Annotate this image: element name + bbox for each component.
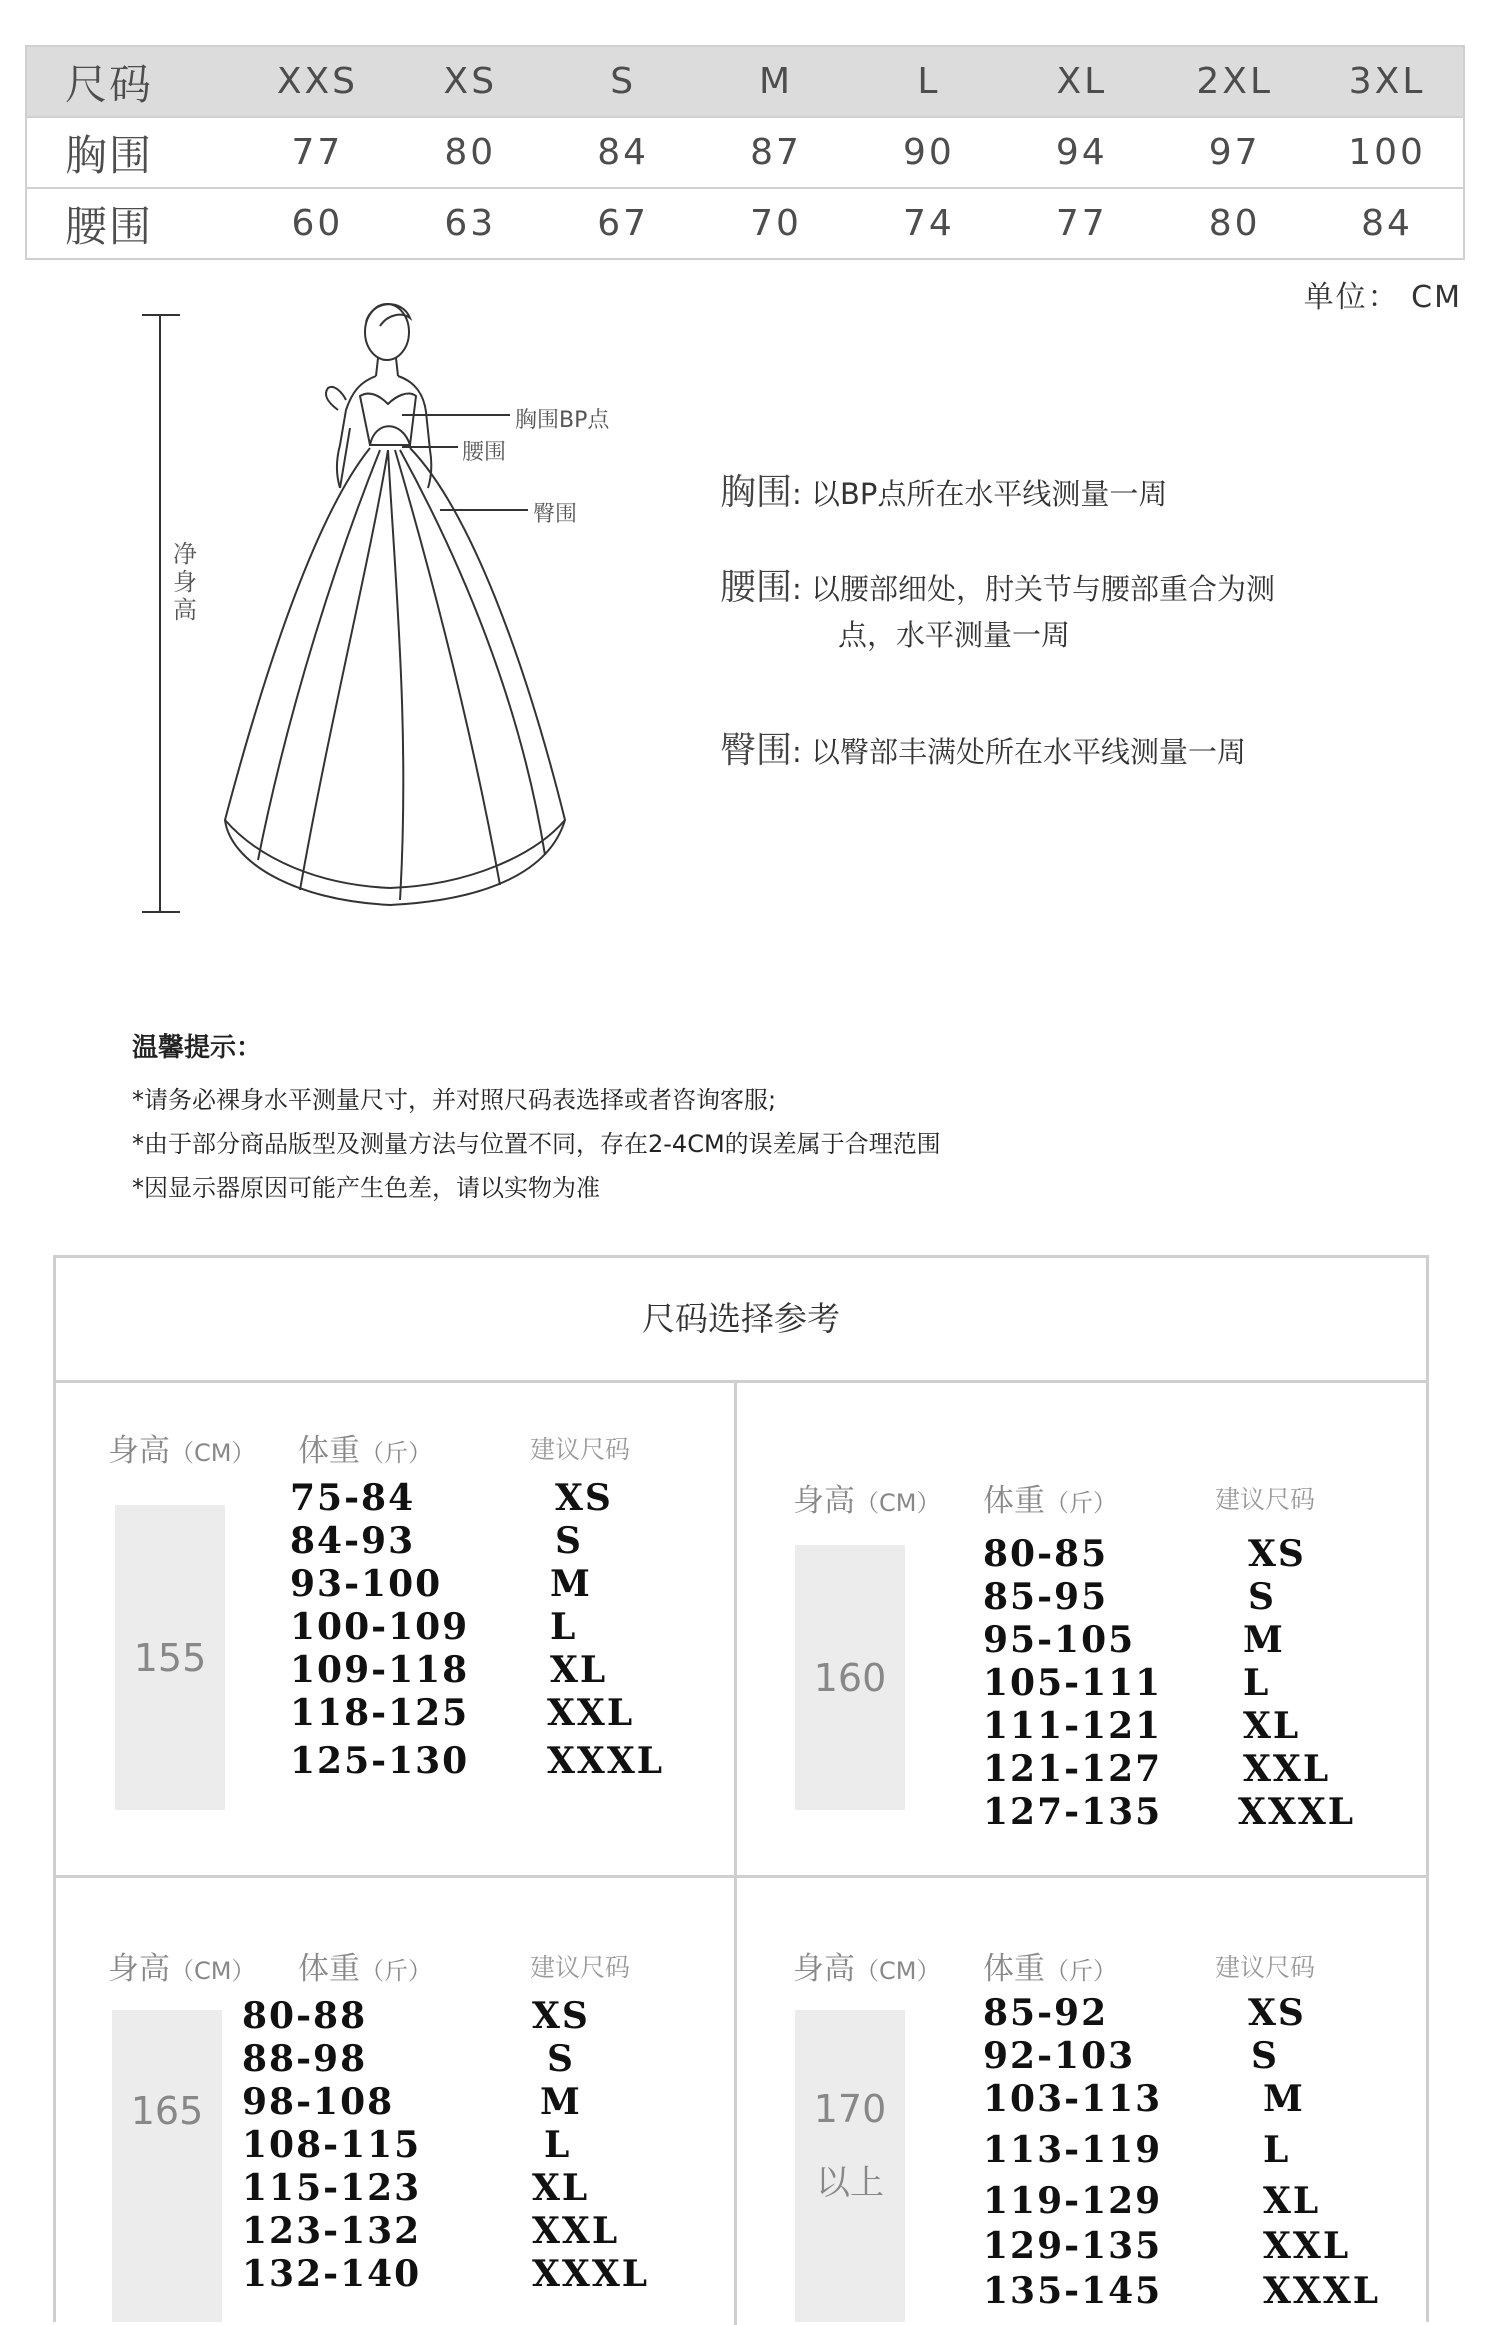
definition-colon: : — [792, 735, 802, 769]
definition-text: 以腰部细处，肘关节与腰部重合为测 — [811, 572, 1276, 606]
list-item — [983, 1533, 1403, 1576]
row-label: 腰围 — [26, 188, 241, 259]
definition-bust — [720, 470, 1400, 517]
table-cell: 94 — [1005, 117, 1158, 188]
table-cell: 77 — [1005, 188, 1158, 259]
unit-label: 单位： CM — [1303, 280, 1462, 315]
height-value-suffix: 以上 — [816, 2163, 884, 2203]
weight-range: 98-108 — [242, 2081, 395, 2123]
weight-range: 103-113 — [983, 2078, 1163, 2120]
definition-text: 以BP点所在水平线测量一周 — [811, 477, 1168, 511]
table-cell: 74 — [853, 188, 1006, 259]
weight-range: 100-109 — [290, 1606, 470, 1648]
table-cell: 87 — [700, 117, 853, 188]
list-item — [983, 1576, 1403, 1619]
header-text: 体重 — [983, 1951, 1045, 1987]
suggested-size: XL — [532, 2167, 590, 2209]
suggested-size: XL — [1263, 2180, 1321, 2222]
definition-term: 臀围 — [720, 730, 793, 771]
weight-range: 135-145 — [983, 2270, 1163, 2312]
table-cell: 90 — [853, 117, 1006, 188]
definition-term: 腰围 — [720, 567, 793, 608]
list-item — [983, 2270, 1403, 2313]
header-text: （CM） — [855, 1957, 941, 1985]
weight-range: 115-123 — [242, 2167, 422, 2209]
list-item — [983, 1992, 1403, 2035]
header-text: 身高 — [108, 1433, 170, 1469]
list-item — [242, 2210, 662, 2253]
list-item — [983, 2180, 1403, 2223]
height-box — [795, 2010, 905, 2322]
suggested-size: XL — [550, 1649, 608, 1691]
suggested-size: S — [547, 2038, 575, 2080]
vertical-divider — [734, 1380, 737, 2325]
list-item — [242, 2253, 662, 2296]
height-value: 155 — [133, 1635, 207, 1680]
definition-colon: : — [792, 572, 802, 606]
weight-range: 123-132 — [242, 2210, 422, 2252]
list-item — [983, 1662, 1403, 1705]
suggested-size: M — [540, 2081, 582, 2123]
suggested-size: XS — [555, 1477, 613, 1519]
weight-size-rows — [242, 1995, 662, 2296]
table-cell: 84 — [547, 117, 700, 188]
suggested-size: XXXL — [547, 1740, 665, 1782]
weight-range: 88-98 — [242, 2038, 368, 2080]
callout-bust: 胸围BP点 — [515, 408, 610, 433]
weight-range: 85-92 — [983, 1992, 1109, 2034]
list-item — [242, 2038, 662, 2081]
definition-text: 以臀部丰满处所在水平线测量一周 — [811, 735, 1247, 769]
weight-range: 108-115 — [242, 2124, 422, 2166]
table-row — [26, 117, 1464, 188]
suggested-size: M — [1243, 1619, 1285, 1661]
header-text: （斤） — [1045, 1957, 1117, 1985]
weight-size-rows — [290, 1477, 690, 1783]
suggested-size: XXL — [532, 2210, 620, 2252]
size-table-header-row — [26, 46, 1464, 117]
col-size-header: 建议尺码 — [1215, 1953, 1316, 1982]
col-weight-header — [298, 1943, 432, 1988]
tip-item: *因显示器原因可能产生色差，请以实物为准 — [132, 1174, 600, 1202]
header-cell: M — [700, 46, 853, 117]
header-text: （CM） — [170, 1439, 256, 1467]
table-cell: 100 — [1311, 117, 1464, 188]
definition-hip — [720, 728, 1400, 775]
reference-title: 尺码选择参考 — [56, 1258, 1426, 1383]
definition-text-cont: 点，水平测量一周 — [838, 618, 1071, 652]
list-item — [983, 1748, 1403, 1791]
height-value: 170 — [813, 2087, 887, 2131]
suggested-size: S — [555, 1520, 583, 1562]
header-text: （斤） — [1045, 1489, 1117, 1517]
table-cell: 60 — [241, 188, 394, 259]
weight-range: 127-135 — [983, 1791, 1163, 1833]
list-item — [290, 1477, 690, 1520]
tips-section — [132, 1027, 941, 1210]
weight-range: 85-95 — [983, 1576, 1109, 1618]
height-value: 165 — [130, 2089, 204, 2133]
list-item — [983, 1705, 1403, 1748]
height-box — [115, 1505, 225, 1810]
horizontal-divider — [56, 1875, 1426, 1878]
weight-range: 84-93 — [290, 1520, 416, 1562]
header-text: （斤） — [360, 1957, 432, 1985]
suggested-size: XXXL — [1263, 2270, 1381, 2312]
suggested-size: XS — [1248, 1533, 1306, 1575]
list-item — [242, 2081, 662, 2124]
height-value: 160 — [813, 1655, 887, 1700]
weight-range: 129-135 — [983, 2225, 1163, 2267]
suggested-size: XL — [1243, 1705, 1301, 1747]
list-item — [242, 1995, 662, 2038]
table-cell: 67 — [547, 188, 700, 259]
weight-size-rows — [983, 1992, 1403, 2313]
table-cell: 84 — [1311, 188, 1464, 259]
header-text: （CM） — [855, 1489, 941, 1517]
height-box — [795, 1545, 905, 1810]
list-item — [290, 1520, 690, 1563]
header-cell: 3XL — [1311, 46, 1464, 117]
suggested-size: M — [550, 1563, 592, 1605]
weight-range: 113-119 — [983, 2129, 1163, 2171]
header-text: （斤） — [360, 1439, 432, 1467]
list-item — [983, 2078, 1403, 2121]
weight-range: 80-85 — [983, 1533, 1109, 1575]
list-item — [290, 1649, 690, 1692]
list-item — [983, 2035, 1403, 2078]
weight-range: 121-127 — [983, 1748, 1163, 1790]
header-text: 体重 — [298, 1951, 360, 1987]
definition-colon: : — [792, 477, 802, 511]
header-cell: XS — [394, 46, 547, 117]
definition-term: 胸围 — [720, 472, 793, 513]
definition-waist — [720, 565, 1400, 658]
suggested-size: XXL — [547, 1692, 635, 1734]
suggested-size: S — [1248, 1576, 1276, 1618]
weight-range: 132-140 — [242, 2253, 422, 2295]
table-cell: 97 — [1158, 117, 1311, 188]
tips-title: 温馨提示： — [132, 1033, 263, 1063]
col-height-header — [108, 1425, 255, 1470]
suggested-size: XS — [1248, 1992, 1306, 2034]
col-weight-header — [983, 1475, 1117, 1520]
col-weight-header — [298, 1425, 432, 1470]
weight-range: 75-84 — [290, 1477, 416, 1519]
table-cell: 70 — [700, 188, 853, 259]
list-item — [290, 1563, 690, 1606]
header-cell: L — [853, 46, 1006, 117]
size-table — [25, 45, 1465, 260]
table-row — [26, 188, 1464, 259]
tip-item: *由于部分商品版型及测量方法与位置不同，存在2-4CM的误差属于合理范围 — [132, 1130, 941, 1158]
col-weight-header — [983, 1943, 1117, 1988]
col-size-header: 建议尺码 — [1215, 1485, 1316, 1514]
col-size-header: 建议尺码 — [530, 1435, 631, 1464]
suggested-size: L — [1243, 1662, 1271, 1704]
suggested-size: S — [1251, 2035, 1279, 2077]
suggested-size: XXL — [1243, 1748, 1331, 1790]
list-item — [983, 1791, 1403, 1834]
suggested-size: L — [544, 2124, 572, 2166]
list-item — [983, 2225, 1403, 2268]
table-cell: 77 — [241, 117, 394, 188]
height-label: 净身高 — [173, 540, 197, 624]
list-item — [983, 2129, 1403, 2172]
suggested-size: XXXL — [1238, 1791, 1356, 1833]
callout-hip: 臀围 — [533, 502, 578, 527]
table-cell: 80 — [394, 117, 547, 188]
weight-range: 125-130 — [290, 1740, 470, 1782]
weight-range: 118-125 — [290, 1692, 470, 1734]
header-text: 身高 — [793, 1483, 855, 1519]
table-cell: 63 — [394, 188, 547, 259]
suggested-size: M — [1263, 2078, 1305, 2120]
row-label: 胸围 — [26, 117, 241, 188]
header-cell: 2XL — [1158, 46, 1311, 117]
gown-sketch — [140, 300, 660, 930]
suggested-size: L — [550, 1606, 578, 1648]
header-text: 体重 — [983, 1483, 1045, 1519]
weight-range: 92-103 — [983, 2035, 1136, 2077]
list-item — [290, 1740, 690, 1783]
header-cell: S — [547, 46, 700, 117]
weight-range: 93-100 — [290, 1563, 443, 1605]
suggested-size: XXXL — [532, 2253, 650, 2295]
suggested-size: XS — [532, 1995, 590, 2037]
callout-waist: 腰围 — [462, 440, 507, 465]
col-height-header — [108, 1943, 255, 1988]
suggested-size: XXL — [1263, 2225, 1351, 2267]
weight-range: 105-111 — [983, 1662, 1163, 1704]
weight-range: 80-88 — [242, 1995, 368, 2037]
weight-range: 111-121 — [983, 1705, 1163, 1747]
list-item — [983, 1619, 1403, 1662]
col-height-header — [793, 1943, 940, 1988]
header-cell: XL — [1005, 46, 1158, 117]
weight-range: 95-105 — [983, 1619, 1136, 1661]
col-size-header: 建议尺码 — [530, 1953, 631, 1982]
suggested-size: L — [1263, 2129, 1291, 2171]
tip-item: *请务必裸身水平测量尺寸，并对照尺码表选择或者咨询客服; — [132, 1086, 777, 1114]
header-cell: 尺码 — [26, 46, 241, 117]
list-item — [242, 2167, 662, 2210]
header-text: 体重 — [298, 1433, 360, 1469]
list-item — [290, 1606, 690, 1649]
list-item — [290, 1692, 690, 1735]
height-box — [112, 2010, 222, 2322]
header-text: 身高 — [108, 1951, 170, 1987]
col-height-header — [793, 1475, 940, 1520]
weight-range: 119-129 — [983, 2180, 1163, 2222]
header-text: 身高 — [793, 1951, 855, 1987]
weight-size-rows — [983, 1533, 1403, 1834]
list-item — [242, 2124, 662, 2167]
header-text: （CM） — [170, 1957, 256, 1985]
weight-range: 109-118 — [290, 1649, 470, 1691]
header-cell: XXS — [241, 46, 394, 117]
table-cell: 80 — [1158, 188, 1311, 259]
